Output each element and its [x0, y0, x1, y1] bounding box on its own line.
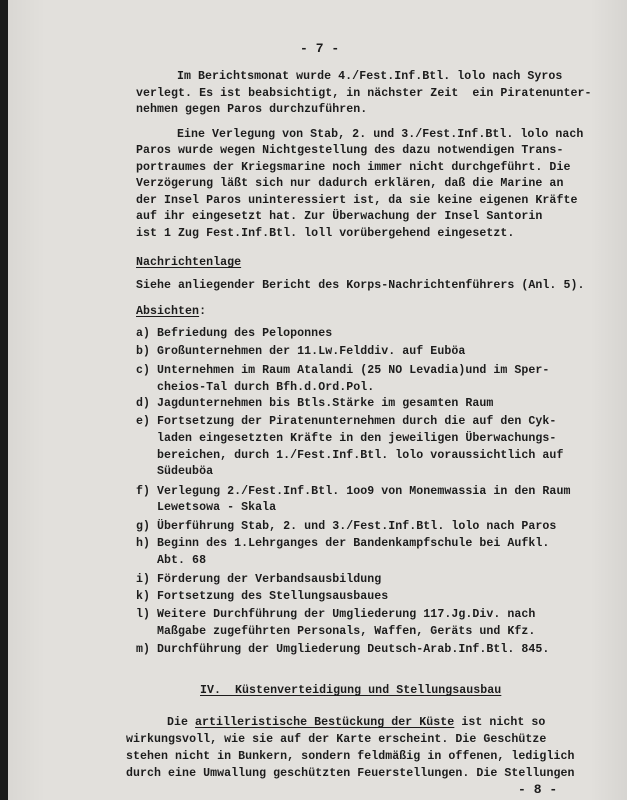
absichten-item: i) Förderung der Verbandsausbildung [136, 573, 382, 586]
absichten-item: d) Jagdunternehmen bis Btls.Stärke im gesamten Raum [136, 397, 494, 410]
heading-absichten [136, 305, 206, 318]
para-last-line: wirkungsvoll, wie sie auf der Karte erscheint. Die Geschütze [126, 733, 547, 746]
absichten-item: c) Unternehmen im Raum Atalandi (25 NO Levadia)und im Sper- [136, 364, 550, 377]
absichten-item: f) Verlegung 2./Fest.Inf.Btl. 1oo9 von Monemwassia in den Raum [136, 485, 571, 498]
para2-line: ist 1 Zug Fest.Inf.Btl. loll vorübergehend eingesetzt. [136, 227, 515, 240]
para-last-line: durch eine Umwallung geschützten Feuerstellungen. Die Stellungen [126, 767, 575, 780]
absichten-item: Abt. 68 [136, 554, 207, 567]
para2-line: der Insel Paros uninteressiert ist, da sie keine eigenen Kräfte [136, 194, 578, 207]
para2-line: Eine Verlegung von Stab, 2. und 3./Fest.Inf.Btl. lolo nach [177, 128, 584, 141]
heading-absichten-colon: : [199, 305, 207, 318]
page-number-bottom: - 8 - [518, 782, 558, 797]
para-last-underlined: artilleristische Bestückung der Küste [195, 716, 455, 729]
absichten-item: cheios-Tal durch Bfh.d.Ord.Pol. [136, 381, 375, 394]
para2-line: Verzögerung läßt sich nur dadurch erklären, daß die Marine an [136, 177, 564, 190]
para1-line: nehmen gegen Paros durchzuführen. [136, 103, 368, 116]
absichten-item: a) Befriedung des Peloponnes [136, 327, 333, 340]
absichten-item: laden eingesetzten Kräfte in den jeweiligen Überwachungs- [136, 432, 557, 445]
heading-nachrichtenlage: Nachrichtenlage [136, 256, 242, 269]
document-page [8, 0, 627, 800]
para1-line: Im Berichtsmonat wurde 4./Fest.Inf.Btl. lolo nach Syros [177, 70, 563, 83]
heading-absichten-label: Absichten [136, 305, 200, 318]
absichten-item: Lewetsowa - Skala [136, 501, 277, 514]
page-number-top: - 7 - [300, 41, 340, 56]
absichten-item: b) Großunternehmen der 11.Lw.Felddiv. auf Euböa [136, 345, 466, 358]
absichten-item: k) Fortsetzung des Stellungsausbaues [136, 590, 389, 603]
para1-line: verlegt. Es ist beabsichtigt, in nächster Zeit ein Piratenunter- [136, 87, 592, 100]
absichten-item: g) Überführung Stab, 2. und 3./Fest.Inf.Btl. lolo nach Paros [136, 520, 557, 533]
absichten-item: e) Fortsetzung der Piratenunternehmen durch die auf den Cyk- [136, 415, 557, 428]
absichten-item: m) Durchführung der Umgliederung Deutsch-Arab.Inf.Btl. 845. [136, 643, 550, 656]
para2-line: auf ihr eingesetzt hat. Zur Überwachung der Insel Santorin [136, 210, 543, 223]
para2-line: portraumes der Kriegsmarine noch immer nicht durchgeführt. Die [136, 161, 571, 174]
nachrichten-text: Siehe anliegender Bericht des Korps-Nachrichtenführers (Anl. 5). [136, 279, 585, 292]
para-last-end: ist nicht so [454, 716, 546, 729]
para2-line: Paros wurde wegen Nichtgestellung des dazu notwendigen Trans- [136, 144, 564, 157]
absichten-item: h) Beginn des 1.Lehrganges der Bandenkampfschule bei Aufkl. [136, 537, 550, 550]
para-last-line: stehen nicht in Bunkern, sondern feldmäßig in offenen, lediglich [126, 750, 575, 763]
para-last-first-line [167, 716, 545, 729]
absichten-item: bereichen, durch 1./Fest.Inf.Btl. lolo voraussichtlich auf [136, 449, 564, 462]
absichten-item: Südeuböa [136, 465, 214, 478]
section-iv-heading: IV. Küstenverteidigung und Stellungsausbau [200, 684, 502, 697]
absichten-item: l) Weitere Durchführung der Umgliederung 117.Jg.Div. nach [136, 608, 536, 621]
absichten-item: Maßgabe zugeführten Personals, Waffen, Geräts und Kfz. [136, 625, 536, 638]
para-last-start: Die [167, 716, 196, 729]
